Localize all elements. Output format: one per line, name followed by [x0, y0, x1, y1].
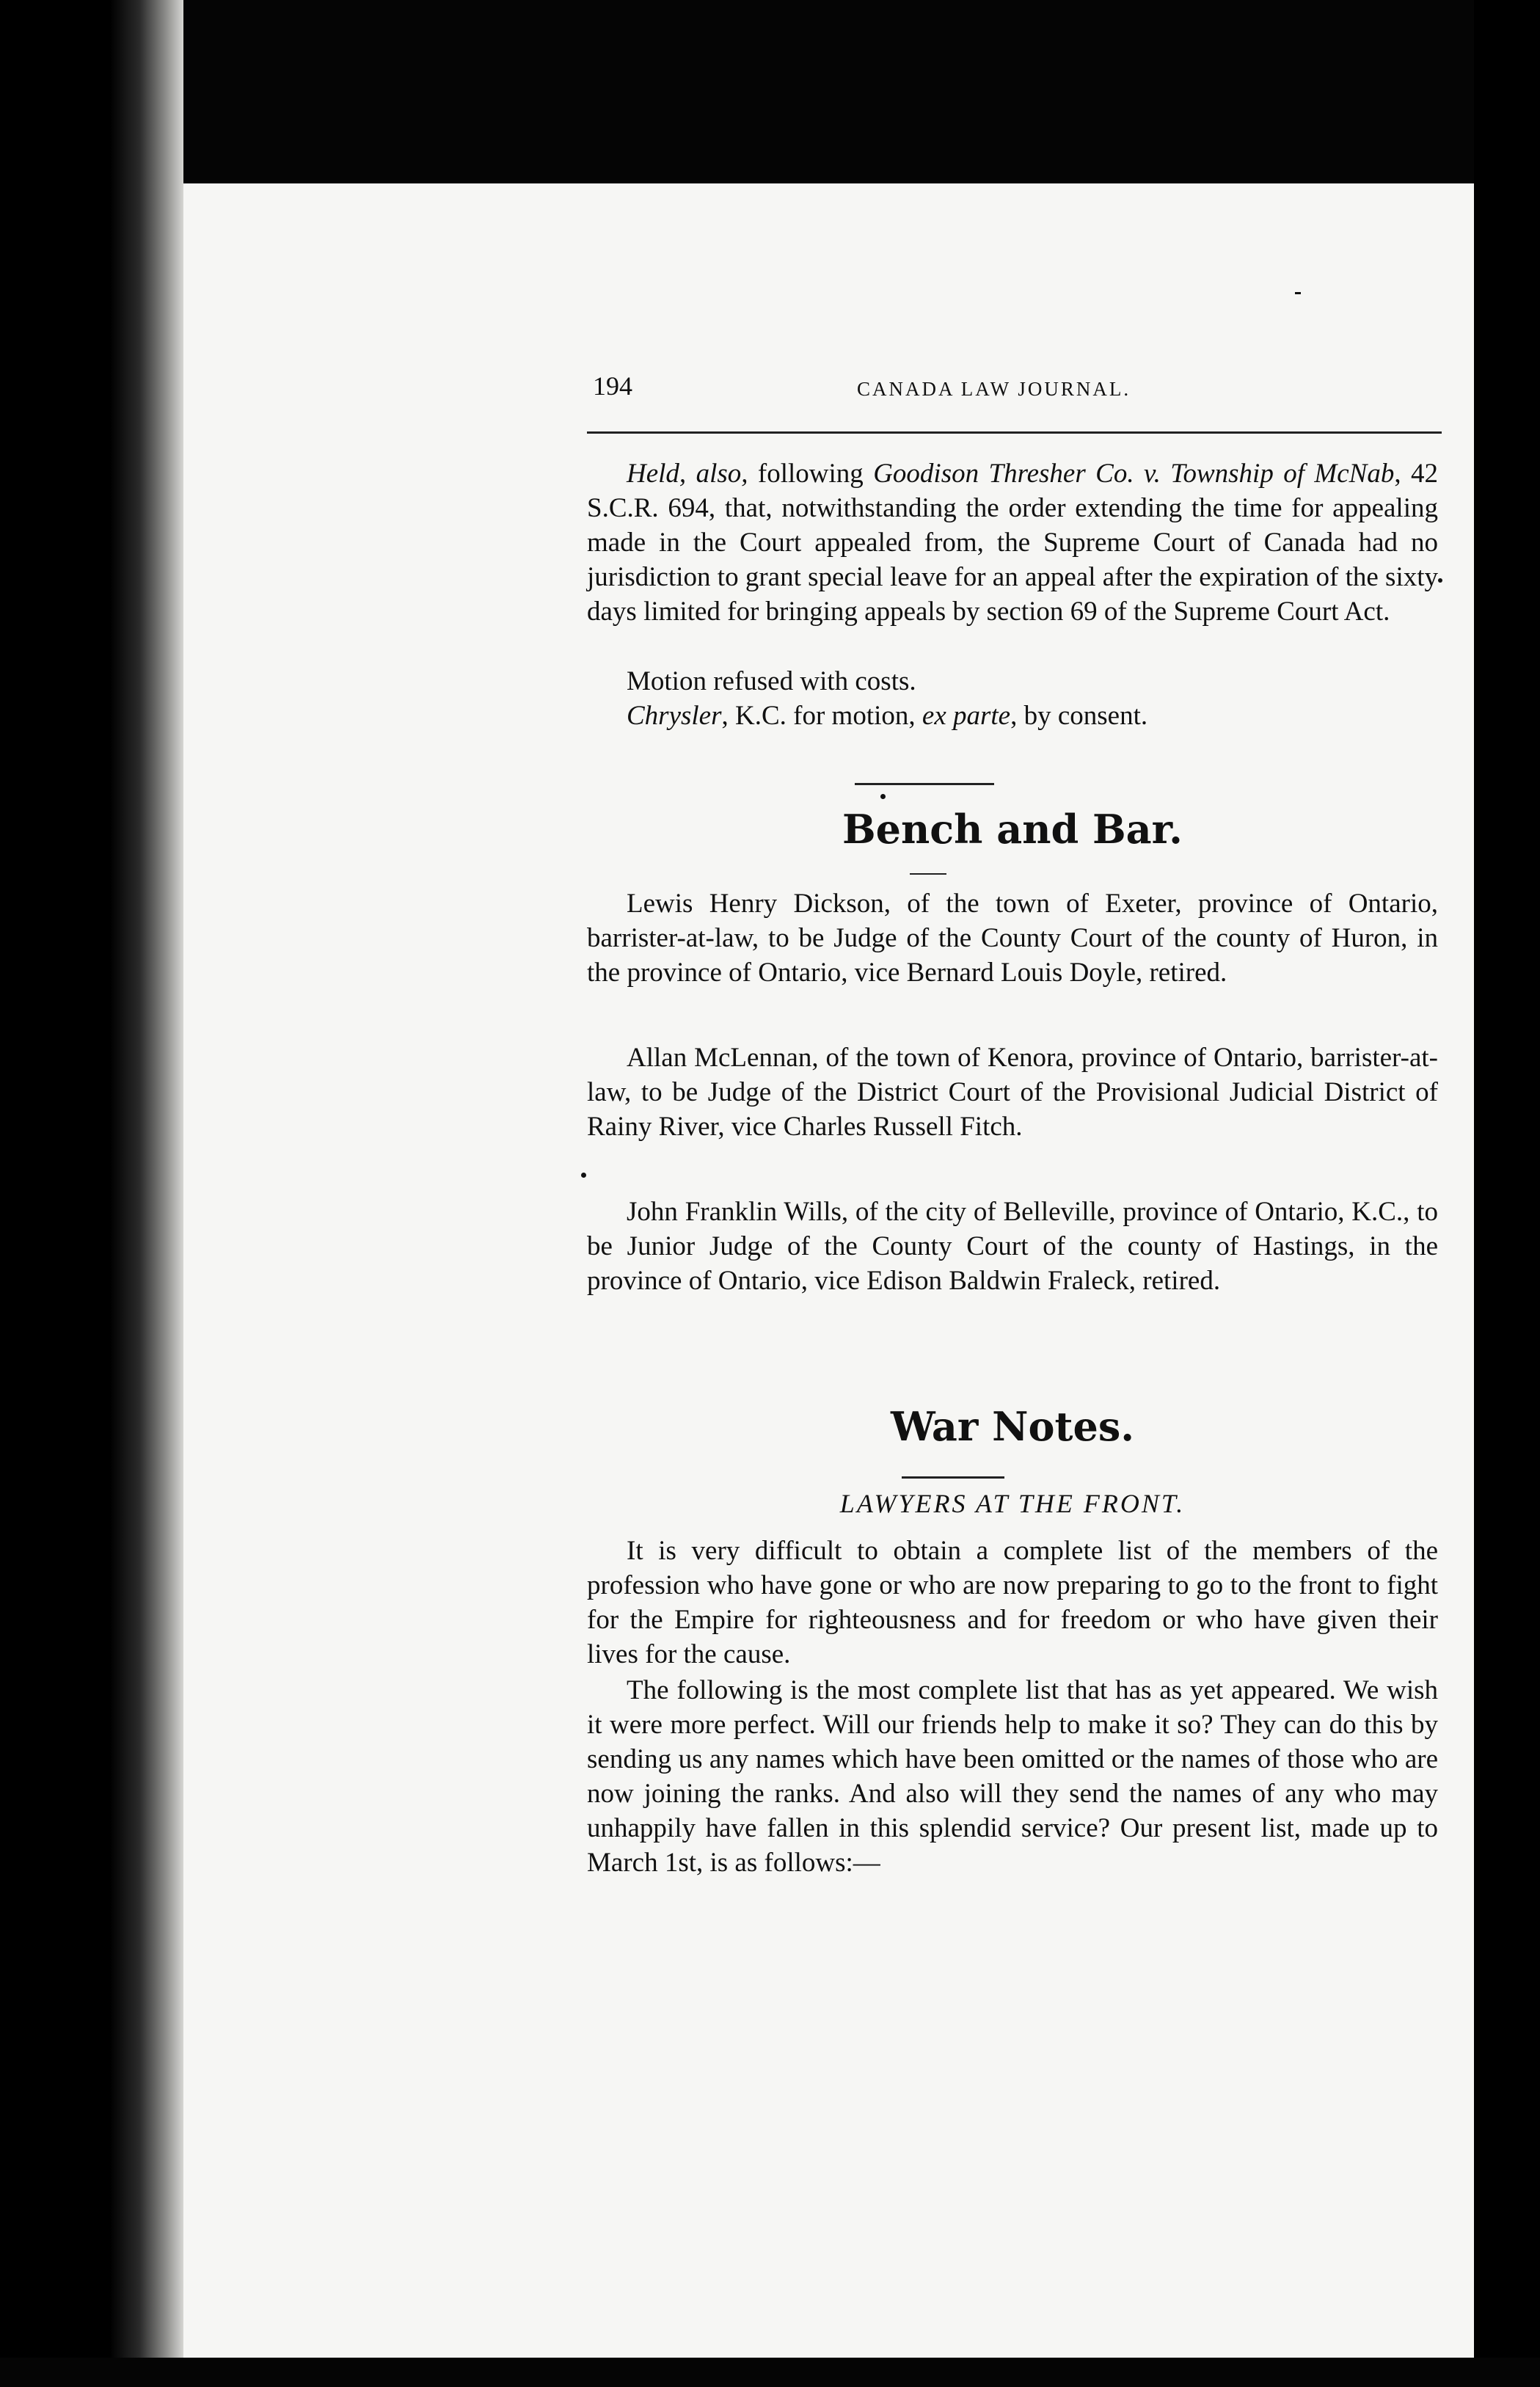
appointment-paragraph: Allan McLennan, of the town of Kenora, province of Ontario, barrister-at-law, to be Judge of the District Court of the Provisional Judicial District of Rainy River, vice Charles Russell Fitch.: [587, 1043, 1438, 1142]
war-notes-paragraph: The following is the most complete list that has as yet appeared. We wish it were more perfect. Will our friends help to make it so? They can do this by sending us any names which have been omitted or the names of those who are now joining the ranks. And also will they send the names of any who may unhappily have fallen in this splendid service? Our present list, made up to March 1st, is as follows:—: [587, 1675, 1438, 1878]
lawyers-at-front-subheading: LAWYERS AT THE FRONT.: [839, 1489, 1186, 1518]
bench-and-bar-heading: Bench and Bar.: [842, 806, 1183, 853]
appointment-paragraph: John Franklin Wills, of the city of Belleville, province of Ontario, K.C., to be Junior Judge of the County Court of the county of Hastings, in the province of Ontario, vice Edison Baldwin Fraleck, retired.: [587, 1197, 1438, 1296]
scan-border-bottom: [0, 2358, 1540, 2387]
header-rule: [587, 431, 1442, 434]
appointment-paragraph: Lewis Henry Dickson, of the town of Exeter, province of Ontario, barrister-at-law, to be Judge of the County Court of the county of Huron, in the province of Ontario, vice Bernard Louis Doyle, retired.: [587, 889, 1438, 988]
running-title: CANADA LAW JOURNAL.: [857, 378, 1131, 400]
scan-speck: [880, 794, 886, 799]
scan-speck: [581, 1173, 586, 1178]
war-notes-paragraph: It is very difficult to obtain a complete list of the members of the profession who have gone or who are now preparing to go to the front to fight for the Empire for righteousness and for freedom or who have given their lives for the cause.: [587, 1536, 1438, 1669]
war-notes-heading: War Notes.: [890, 1403, 1135, 1450]
held-label: Held, also,: [627, 459, 748, 489]
counsel-line: [627, 699, 1434, 733]
scan-border-top: [0, 0, 1540, 183]
scan-border-left: [0, 0, 183, 2387]
scan-speck: [1295, 292, 1301, 294]
held-text-2: , 42 S.C.R. 694, that, notwithstanding the order extending the time for appealing made in the Court appealed from, the Supreme Court of Canada had no jurisdiction to grant special leave for an appeal after the expiration of the sixty days limited for bringing appeals by section 69 of the Supreme Court Act.: [587, 459, 1439, 627]
counsel-ex-parte: ex parte: [922, 701, 1011, 731]
heading-underline: [910, 873, 946, 875]
page-number: 194: [593, 371, 632, 401]
heading-underline: [902, 1476, 1004, 1479]
case-name: Goodison Thresher Co. v. Township of McNab: [873, 459, 1395, 489]
case-motion-block: [627, 664, 1434, 733]
counsel-name: Chrysler: [627, 701, 722, 731]
scan-speck: [1438, 578, 1442, 583]
section-divider: [855, 783, 994, 785]
motion-result: Motion refused with costs.: [627, 666, 916, 696]
counsel-text-2: , by consent.: [1010, 701, 1148, 731]
scan-border-right: [1474, 0, 1540, 2387]
counsel-text-1: , K.C. for motion,: [721, 701, 922, 731]
case-held-paragraph: [587, 456, 1438, 629]
held-text-1: following: [748, 459, 874, 489]
